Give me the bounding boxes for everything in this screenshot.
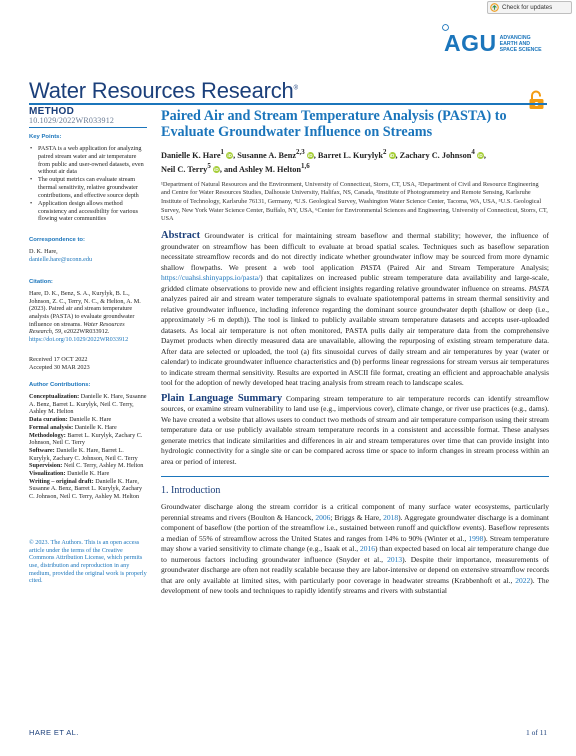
contribution-item: Software: Danielle K. Hare, Barret L. Kurylyk, Zachary C. Johnson, Neil C. Terry (29, 446, 138, 462)
orcid-icon[interactable]: iD (227, 152, 232, 158)
author-list (161, 147, 549, 175)
citation-link[interactable]: 2013 (387, 554, 403, 564)
correspondence-email-link[interactable]: danielle.hare@uconn.edu (29, 255, 93, 263)
dates-block (29, 356, 147, 371)
contribution-item: Supervision: Neil C. Terry, Ashley M. Helton (29, 462, 144, 470)
correspondence-block (29, 237, 147, 263)
citation-link[interactable]: 1998 (468, 533, 484, 543)
abstract-heading: Abstract (161, 230, 201, 242)
contribution-item: Methodology: Barret L. Kurylyk, Zachary C. Johnson, Neil C. Terry (29, 431, 143, 447)
received-date: Received 17 OCT 2022 (29, 355, 88, 363)
citation-block (29, 279, 147, 344)
open-access-lock-icon (528, 90, 545, 110)
contributions-block (29, 382, 147, 501)
article-title: Paired Air and Stream Temperature Analysis (PASTA) to Evaluate Groundwater Influence on Streams (161, 108, 507, 140)
section-heading: 1. Introduction (161, 485, 221, 497)
citation-link[interactable]: 2006 (315, 512, 331, 522)
affiliations: ¹Department of Natural Resources and the Environment, University of Connecticut, Storrs, CT, USA, ²Department of Civil and Resource Engineering and Centre for Water Resources Studies, Dalhousie University, Halifax, NS, Canada, ³Institute of Photogrammetry and Remote Sensing, Karlsruhe Institute of Technology, Karlsruhe 76131, Germany, ⁴U.S. Geological Survey, Washington Water Science Center, Tacoma, WA, USA, ⁵U.S. Geological Survey, New York Water Science Center, Buffalo, NY, USA, ⁶Center for Environmental Sciences and Engineering, University of Connecticut, Storrs, CT, USA (161, 180, 548, 223)
author: Ashley M. Helton$^{1,6}$ (239, 162, 310, 174)
journal-title: Water Resources Research® (29, 78, 298, 103)
orcid-icon[interactable]: iD (478, 152, 483, 158)
key-point: • The output metrics can evaluate stream thermal sensitivity, relative groundwater contributions, and effective source depth (29, 176, 147, 199)
agu-tagline: ADVANCING EARTH AND SPACE SCIENCE (499, 34, 542, 53)
author: Zachary C. Johnson$^4$ iD, (399, 149, 486, 160)
correspondence-heading: Correspondence to: (29, 237, 85, 244)
key-points-list (29, 145, 147, 223)
article-main (161, 108, 549, 597)
left-sidebar (29, 108, 147, 585)
citation-doi-link[interactable]: https://doi.org/10.1029/2022WR033912 (29, 336, 129, 344)
author: Barret L. Kurylyk$^2$ iD, (317, 149, 400, 160)
footer-authors: HARE ET AL. (29, 728, 79, 737)
agu-logo (444, 30, 542, 57)
plain-language-summary: Plain Language Summary Comparing stream temperature to air temperature records can identify streamflow sources, or examine stream vulnerability to land use (e.g., impervious cover), climate change, or river use practices (e.g., dams). We have created a website that allows users to conduct two methods of stream and air temperature comparison using their stream temperature data or use publicly available stream temperature records in a consistent and accessible format. These analyses generate metrics that indicate similarities and differences in air and stream temperatures over time that can provide insight into hydrologic connectivity for a single site or can be compared across time or space to inform changes in stream process within an area or period of interest. (161, 392, 550, 466)
orcid-icon[interactable]: iD (307, 152, 313, 158)
refresh-icon (490, 3, 499, 12)
sidebar-rule (29, 127, 147, 128)
globe-icon (442, 24, 449, 31)
header-rule (29, 103, 547, 105)
contributions-heading: Author Contributions: (29, 382, 91, 389)
accepted-date: Accepted 30 MAR 2023 (29, 363, 90, 371)
pls-heading: Plain Language Summary (161, 392, 283, 404)
contribution-item: Visualization: Danielle K. Hare (29, 470, 110, 478)
article-doi: 10.1029/2022WR033912 (29, 115, 115, 125)
section-rule (161, 476, 549, 477)
key-points-heading: Key Points: (29, 134, 62, 141)
introduction-text: Groundwater discharge along the stream corridor is a critical component of many surface water ecosystems, particularly perennial streams and rivers (Boulton & Hancock, 2006; Briggs & Hare, 2018). Aggregate groundwater discharge is a dominant component of baseflow (the portion of the streamflow i.e., sustained between runoff and quickflow events). Baseflow represents a median of 55% of streamflow across the United States and ranges from 14% to 90% (Winter et al., 1998). Stream temperature may show a varied sensitivity to climate change (e.g., Isaak et al., 2016) than expected based on local air temperature change due to numerous factors including groundwater influence (Snyder et al., 2013). Despite their importance, measurements of groundwater discharge are often not readily scalable because they are labor-intensive or depend on extensive streamflow records that are only available at limited sites, with particularly poor coverage in headwater streams (Krabbenhoft et al., 2022). The development of new tools and techniques to rapidly identify streams and rivers with substantial (161, 502, 550, 596)
citation-text: Hare, D. K., Benz, S. A., Kurylyk, B. L., Johnson, Z. C., Terry, N. C., & Helton, A. M. (2023). Paired air and stream temperature analysis (PASTA) to evaluate groundwater influence on streams. Water Resources Research, 59, e2022WR033912. https://doi.org/10.1029/2022WR033912 (29, 289, 141, 344)
article-type: METHOD (29, 106, 75, 117)
citation-link[interactable]: 2016 (360, 544, 376, 554)
author: Susanne A. Benz$^{2,3}$ iD, (237, 149, 318, 160)
agu-wordmark: AGU (444, 30, 497, 57)
key-point: • Application design allows method consistency and accessibility for various flowing water communities (29, 200, 147, 223)
license-notice: © 2023. The Authors. This is an open access article under the terms of the Creative Commons Attribution License, which permits use, distribution and reproduction in any medium, provided the original work is properly cited. (29, 538, 147, 585)
orcid-icon[interactable]: iD (214, 166, 219, 172)
citation-heading: Citation: (29, 279, 53, 286)
contribution-item: Data curation: Danielle K. Hare (29, 416, 112, 424)
page-number: 1 of 11 (526, 728, 547, 737)
author: Neil C. Terry$^5$ iD, and (161, 162, 240, 174)
pasta-web-link[interactable]: https://cuahsi.shinyapps.io/pasta/ (161, 273, 261, 283)
contribution-item: Writing – original draft: Danielle K. Hare, Susanne A. Benz, Barret L. Kurylyk, Zachary C. Johnson, Neil C. Terry, Ashley M. Helton (29, 477, 143, 501)
contribution-item: Formal analysis: Danielle K. Hare (29, 423, 117, 431)
citation-link[interactable]: 2018 (383, 512, 399, 522)
author: Danielle K. Hare$^1$ iD, (161, 149, 238, 160)
check-for-updates-label: Check for updates (502, 4, 553, 11)
correspondence-name: D. K. Hare, (29, 247, 58, 255)
key-point: • PASTA is a web application for analyzing paired stream water and air temperature from public and user-owned datasets, even without air data (29, 145, 147, 176)
citation-link[interactable]: 2022 (515, 575, 531, 585)
contribution-item: Conceptualization: Danielle K. Hare, Susanne A. Benz, Barret L. Kurylyk, Neil C. Terry, Ashley M. Helton (29, 392, 147, 416)
check-for-updates-button[interactable] (487, 1, 572, 14)
page-footer (29, 728, 547, 737)
orcid-icon[interactable]: iD (389, 152, 395, 158)
abstract: Abstract Groundwater is critical for maintaining stream baseflow and thermal stability; however, the influence of groundwater on streamflow has been difficult to evaluate at broad spatial scales. Techniques such as baseflow separation necessitate streamflow records and do not directly indicate whether groundwater inflow may be sourced from more dynamic shallow flowpaths. We present a web tool application PASTA (Paired Air and Stream Temperature Analysis; https://cuahsi.shinyapps.io/pasta/) that capitalizes on increased public stream temperature data availability and large-scale, gridded climate observations to provide new and efficient insights regarding relative groundwater influence on streams. PASTA analyzes paired air and stream water temperature signals to evaluate spatiotemporal patterns in stream thermal sensitivity and relative groundwater influence, including inference regarding the dominant source groundwater depth (shallow or deep (i.e., approximately >6 m depth)). The tool is linked to publicly available stream temperature datasets and accepts user-uploaded datasets. As local air temperature is not often monitored, PASTA pulls daily air temperature data from the comprehensive Daymet products when directly measured data are unavailable, allowing the repurposing of existing stream temperature data. After data are selected or uploaded, the tool (a) fits sinusoidal curves of daily stream and air temperatures by year (water or calendar) to indicate groundwater influence characteristics and (b) performs linear regressions for stream versus air temperatures to indicate stream thermal sensitivity. Results are exported in ASCII file format, creating an efficient and approachable analysis tool for the adoption of newly developed heat tracing analysis from stream reach to landscape scales. (161, 230, 549, 388)
